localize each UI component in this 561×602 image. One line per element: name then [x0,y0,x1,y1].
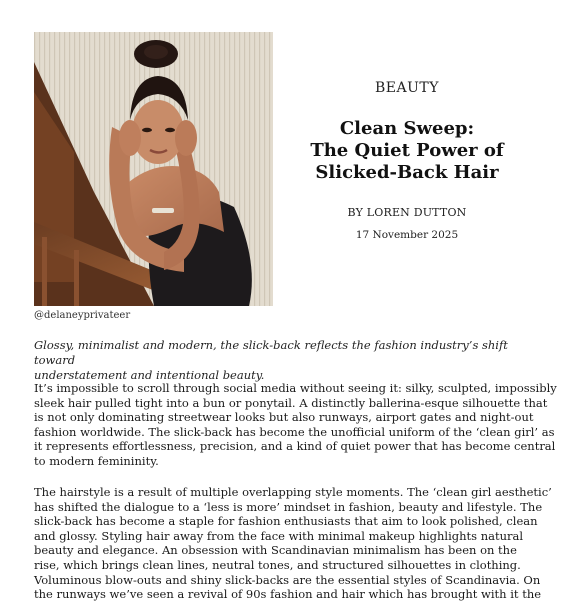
headline-line: Clean Sweep: [339,118,475,139]
headline-line: Slicked-Back Hair [315,162,499,183]
paragraph-line: is not only dominating streetwear looks but also runways, airport gates and night-out [34,410,534,425]
paragraph-line: to modern femininity. [34,453,159,468]
paragraph-line: sleek hair pulled tight into a bun or ponytail. A distinctly ballerina-esque silhouette that [34,395,548,410]
paragraph-line: the runways we’ve seen a revival of 90s fashion and hair which has brought with it the [34,587,542,602]
paragraph-line: Voluminous blow-outs and shiny slick-backs are the essential styles of Scandinavia. On [34,572,541,587]
photo-illustration [34,32,273,306]
paragraph-line: it represents effortlessness, precision, and a kind of quiet power that has become central [34,439,556,454]
standfirst [34,338,529,383]
publish-date: 17 November 2025 [355,229,459,241]
paragraph-line: and glossy. Styling hair away from the face with minimal makeup highlights natural [34,528,524,543]
article-header [296,80,518,241]
standfirst-line: understatement and intentional beauty. [34,368,265,382]
body-paragraph-2 [34,485,552,602]
paragraph-line: rise, which brings clean lines, neutral tones, and structured silhouettes in clothing. [34,557,521,572]
article-headline [296,118,518,184]
paragraph-line: fashion worldwide. The slick-back has become the unofficial uniform of the ‘clean girl’ as [34,424,555,439]
photo-credit: @delaneyprivateer [34,310,131,321]
article-photo [34,32,273,306]
paragraph-line: The hairstyle is a result of multiple overlapping style moments. The ‘clean girl aesthetic’ [34,485,552,499]
headline-line: The Quiet Power of [310,140,504,161]
paragraph-line: has shifted the dialogue to a ‘less is more’ mindset in fashion, beauty and lifestyle. The [34,499,543,514]
paragraph-line: slick-back has become a staple for fashion enthusiasts that aim to look polished, clean [34,514,538,529]
paragraph-line: beauty and elegance. An obsession with Scandinavian minimalism has been on the [34,543,517,558]
body-paragraph-1 [34,381,557,469]
standfirst-line: Glossy, minimalist and modern, the slick-back reflects the fashion industry’s shift toward [34,338,508,367]
byline: BY LOREN DUTTON [347,206,467,219]
paragraph-line: It’s impossible to scroll through social media without seeing it: silky, sculpted, impossibly [34,381,557,395]
section-label: BEAUTY [375,80,439,96]
